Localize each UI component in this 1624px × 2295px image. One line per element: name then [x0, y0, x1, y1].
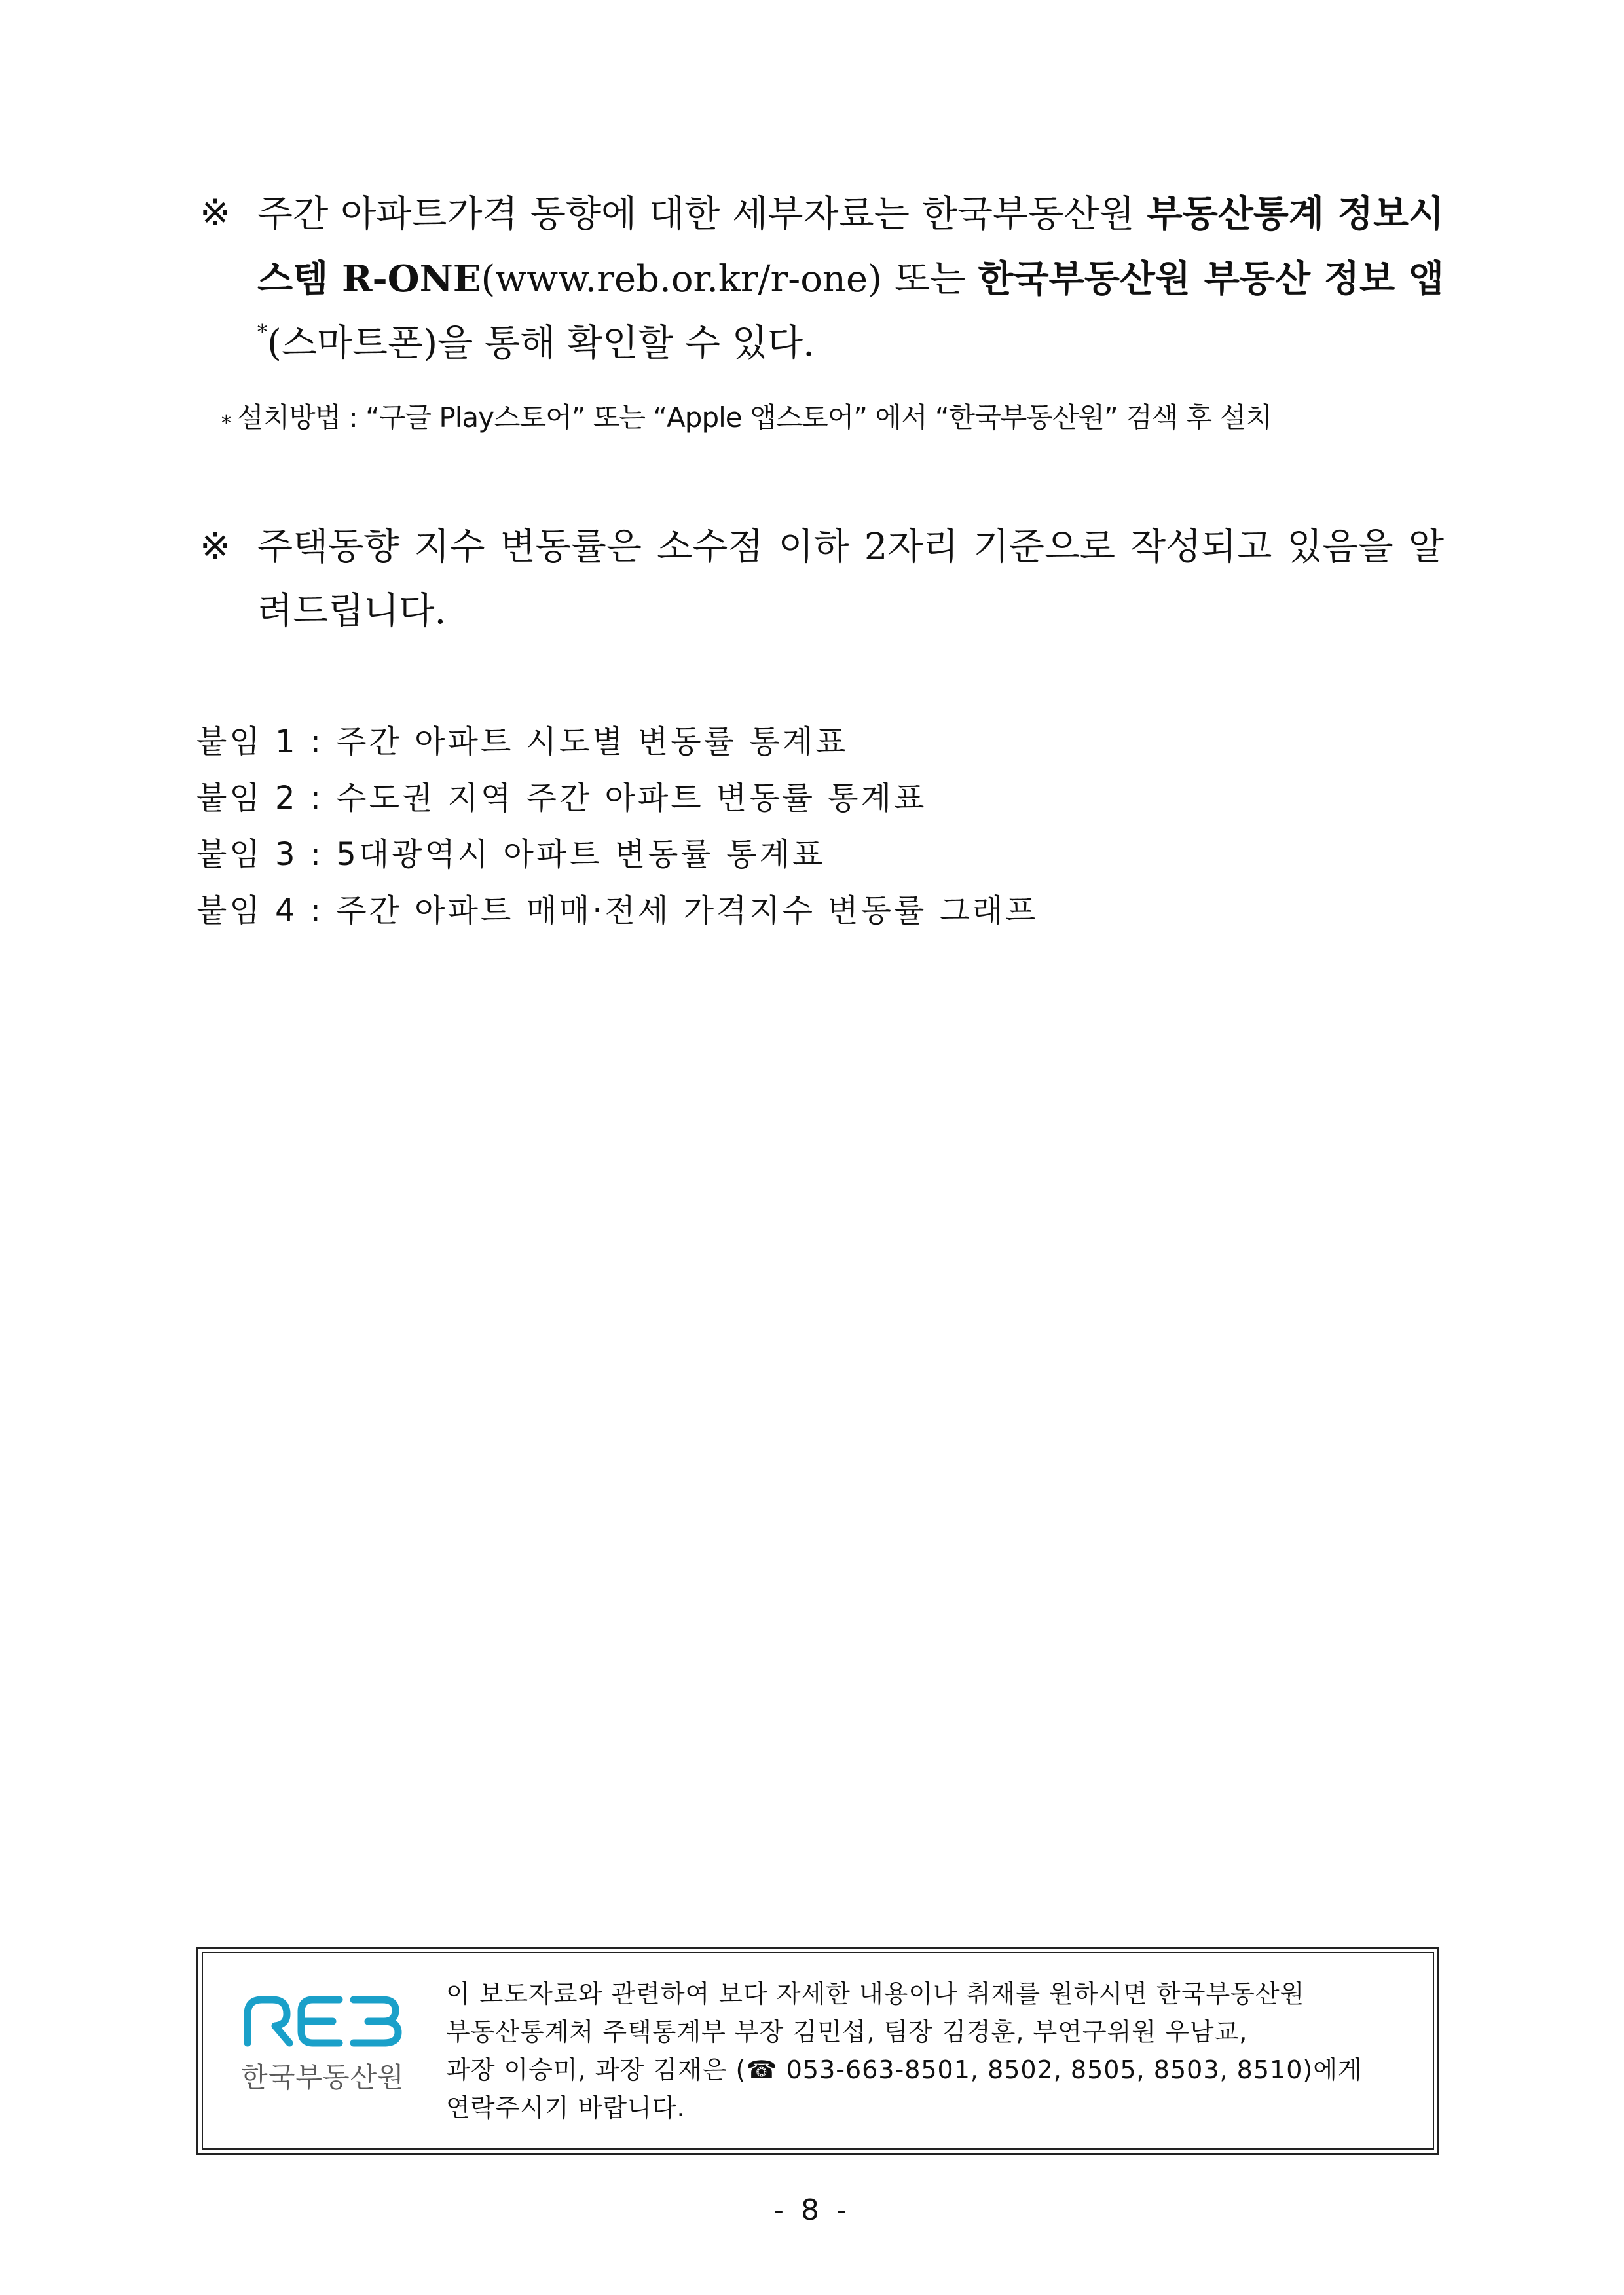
rone-system-name: 부동산통계 정보시스템 R-ONE: [257, 193, 1445, 301]
attachment-list: [196, 714, 1039, 939]
info-note-rone: [200, 182, 1444, 376]
contact-line: 부동산통계처 주택통계부 부장 김민섭, 팀장 김경훈, 부연구위원 우남교,: [446, 2017, 1248, 2046]
reb-app-name: 한국부동산원 부동산 정보 앱: [978, 257, 1445, 301]
footnote-marker: *: [257, 321, 267, 344]
reb-logo: [225, 1994, 421, 2125]
contact-text: [446, 1975, 1415, 2127]
attachment-item-3: 붙임 3 : 5대광역시 아파트 변동률 통계표: [196, 836, 826, 873]
reference-mark: ※: [200, 525, 231, 568]
contact-box: [196, 1947, 1439, 2155]
reference-mark: ※: [200, 192, 231, 234]
attachment-item-2: 붙임 2 : 수도권 지역 주간 아파트 변동률 통계표: [196, 780, 927, 817]
contact-line: 연락주시기 바랍니다.: [446, 2093, 686, 2122]
contact-line: 이 보도자료와 관련하여 보다 자세한 내용이나 취재를 원하시면 한국부동산원: [446, 1979, 1305, 2008]
info-note-text: 주간 아파트가격 동향에 대한 세부자료는 한국부동산원 부동산통계 정보시스템 R-ONE(www.reb.or.kr/r-one) 또는 한국부동산원 부동산 정보 앱*(스마트폰)을 통해 확인할 수 있다.: [257, 193, 1445, 365]
install-instructions: 설치방법 : “구글 Play스토어” 또는 “Apple 앱스토어” 에서 “한국부동산원” 검색 후 설치: [237, 401, 1272, 433]
attachment-item-4: 붙임 4 : 주간 아파트 매매·전세 가격지수 변동률 그래프: [196, 892, 1039, 929]
info-note-decimal: [200, 515, 1444, 644]
attachment-item-1: 붙임 1 : 주간 아파트 시도별 변동률 통계표: [196, 724, 849, 760]
footnote-star: *: [221, 412, 231, 435]
install-footnote: [221, 398, 1272, 443]
page-number: - 8 -: [773, 2194, 851, 2227]
info-note-text: 주택동향 지수 변동률은 소수점 이하 2자리 기준으로 작성되고 있음을 알려드립니다.: [257, 526, 1444, 633]
reb-logo-icon: [241, 1994, 405, 2047]
reb-logo-name: 한국부동산원: [241, 2061, 405, 2093]
contact-line: 과장 이승미, 과장 김재은 (☎ 053-663-8501, 8502, 8505, 8503, 8510)에게: [446, 2055, 1363, 2084]
